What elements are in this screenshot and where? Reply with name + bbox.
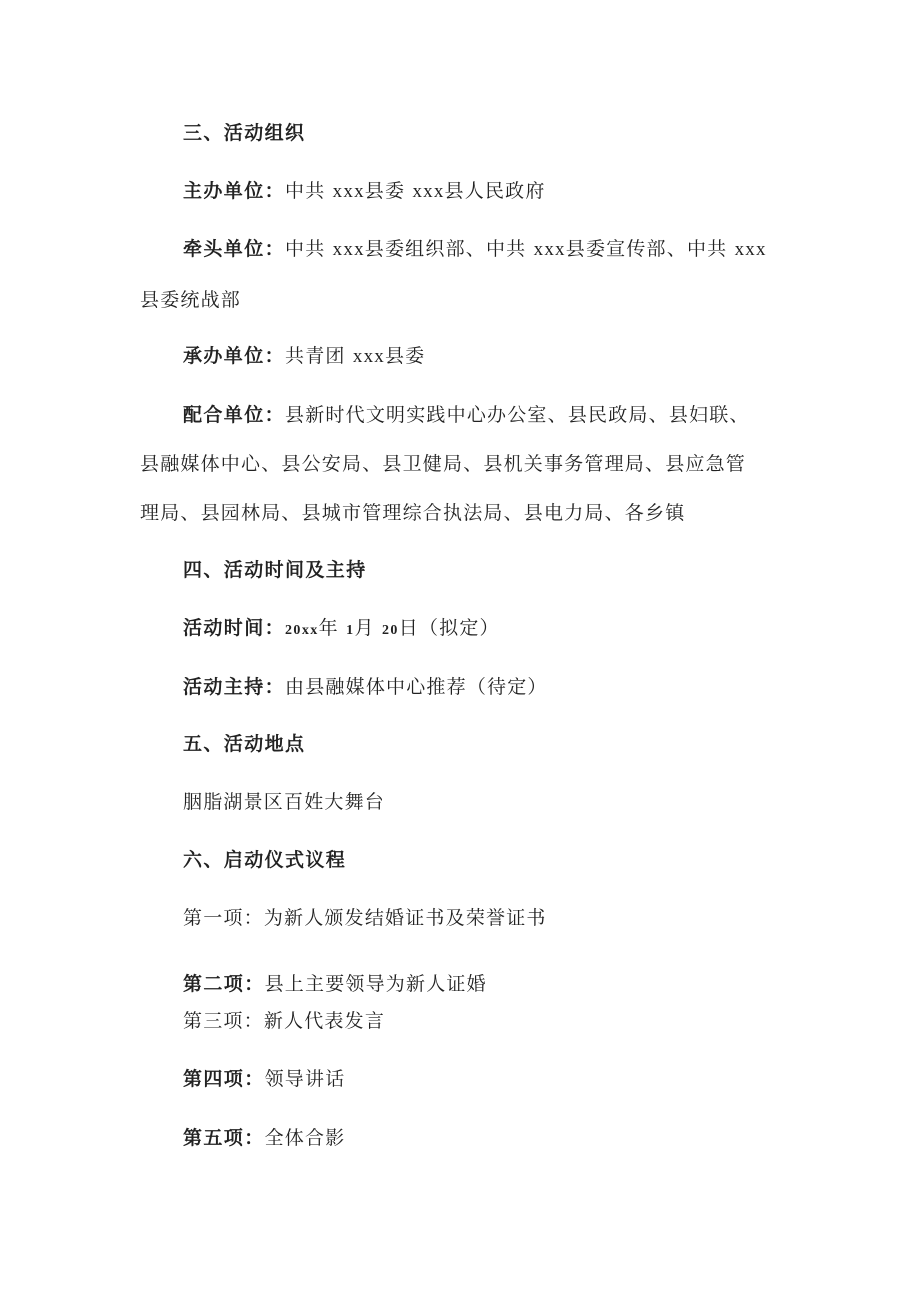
section-heading-venue: 五、活动地点 [183,733,306,755]
activity-host-label: 活动主持： [183,676,286,698]
agenda-item-label: 第五项： [183,1127,265,1149]
agenda-item: 第三项：新人代表发言 [183,1010,386,1032]
activity-time-line: 活动时间：20xx年 1月 20日（拟定） [183,617,500,639]
host-unit-label: 主办单位： [183,180,286,202]
agenda-item: 第四项：领导讲话 [183,1068,346,1090]
organizer-unit-line: 承办单位：共青团 xxx县委 [183,345,426,367]
agenda-item-label: 第二项： [183,973,265,995]
support-unit-line: 配合单位：县新时代文明实践中心办公室、县民政局、县妇联、 [183,404,750,426]
agenda-item-label: 第一项： [183,907,264,929]
lead-unit-line-2: 县委统战部 [140,289,242,311]
support-unit-line-2: 县融媒体中心、县公安局、县卫健局、县机关事务管理局、县应急管 [140,453,747,475]
activity-time-label: 活动时间： [183,617,286,639]
agenda-item-label: 第三项： [183,1010,264,1032]
agenda-item: 第一项：为新人颁发结婚证书及荣誉证书 [183,907,547,929]
agenda-item-label: 第四项： [183,1068,265,1090]
lead-unit-line: 牵头单位：中共 xxx县委组织部、中共 xxx县委宣传部、中共 xxx [183,238,767,260]
activity-host-line: 活动主持：由县融媒体中心推荐（待定） [183,676,548,698]
agenda-item: 第五项：全体合影 [183,1127,346,1149]
host-unit-line: 主办单位：中共 xxx县委 xxx县人民政府 [183,180,546,202]
venue-text: 胭脂湖景区百姓大舞台 [183,791,386,813]
support-unit-line-3: 理局、县园林局、县城市管理综合执法局、县电力局、各乡镇 [140,502,686,524]
organizer-unit-label: 承办单位： [183,345,286,367]
section-heading-agenda: 六、启动仪式议程 [183,849,347,871]
support-unit-label: 配合单位： [183,404,286,426]
agenda-item: 第二项：县上主要领导为新人证婚 [183,973,487,995]
section-heading-organization: 三、活动组织 [183,122,306,144]
section-heading-time: 四、活动时间及主持 [183,559,367,581]
lead-unit-label: 牵头单位： [183,238,286,260]
